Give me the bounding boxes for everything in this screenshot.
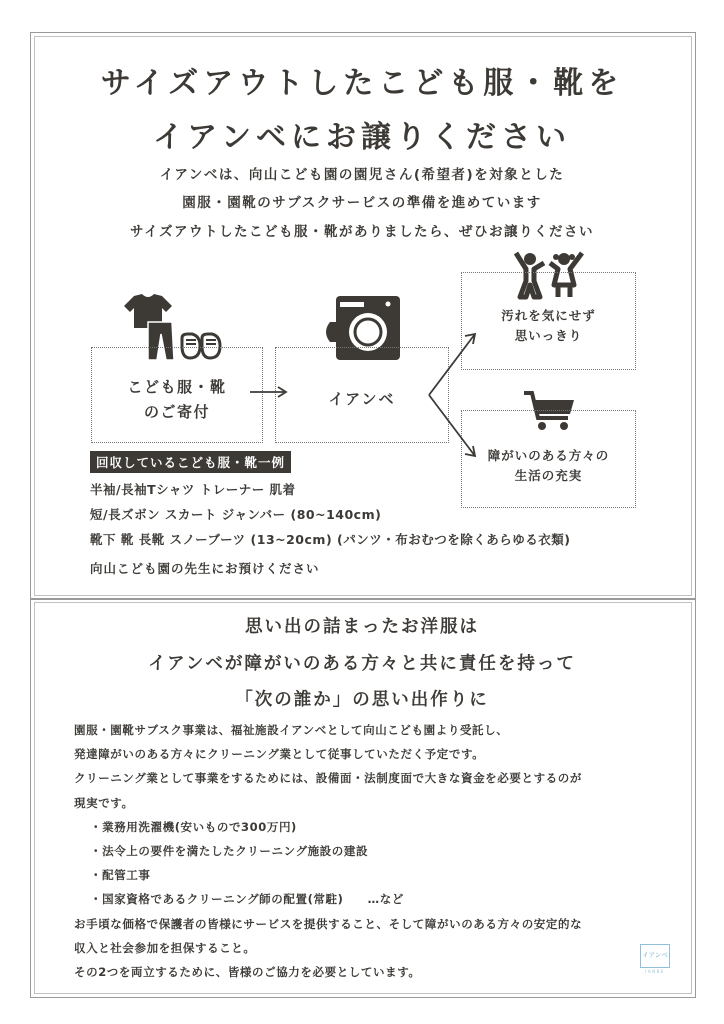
donate-label-line1: こども服・靴 (127, 378, 227, 396)
dirt-label (461, 306, 636, 346)
section2-heading1: 思い出の詰まったお洋服は (245, 617, 479, 637)
section2-body (74, 718, 674, 984)
dirt-label-line2: 思いっきり (514, 328, 583, 343)
body-line: 園服・園靴サブスク事業は、福祉施設イアンベとして向山こども園より受託し、 (74, 723, 509, 737)
intro-line2: 園服・園靴のサブスクサービスの準備を進めています (182, 195, 542, 211)
body-line: 発達障がいのある方々にクリーニング業として従事していただく予定です。 (74, 747, 485, 762)
logo-text: イアンベ (642, 951, 668, 959)
body-bullet: ・業務用洗濯機(安いもので300万円) (90, 819, 297, 834)
main-title-line2: イアンベにお譲りください (153, 120, 571, 155)
dirt-label-line1: 汚れを気にせず (501, 308, 596, 323)
donate-label (91, 375, 263, 425)
donate-label-line2: のご寄付 (143, 403, 210, 421)
life-label-line2: 生活の充実 (514, 468, 583, 483)
examples-line1: 半袖/長袖Tシャツ トレーナー 肌着 (90, 482, 296, 497)
life-label (461, 446, 636, 486)
branch-arrow-icon (425, 330, 481, 460)
body-line: お手頃な価格で保護者の皆様にサービスを提供すること、そして障がいのある方々の安定的な (74, 916, 583, 931)
body-line: 収入と社会参加を担保すること。 (74, 940, 256, 955)
main-title-line1: サイズアウトしたこども服・靴を (100, 66, 624, 101)
examples-note: 向山こども園の先生にお預けください (90, 561, 320, 576)
life-label-line1: 障がいのある方々の (487, 448, 610, 463)
body-line: クリーニング業として事業をするためには、設備面・法制度面で大きな資金を必要とするのが (74, 771, 582, 786)
intro-line3: サイズアウトしたこども服・靴がありましたら、ぜひお譲りください (130, 224, 594, 240)
examples-line2: 短/長ズボン スカート ジャンバー (80~140cm) (90, 507, 382, 522)
body-line: 現実です。 (74, 795, 134, 810)
ianbe-logo (636, 944, 674, 974)
body-bullet: ・法令上の要件を満たしたクリーニング施設の建設 (90, 843, 369, 858)
logo-subtext: IANBE (645, 969, 665, 974)
examples-tag: 回収しているこども服・靴一例 (90, 451, 291, 473)
body-bullet: ・国家資格であるクリーニング師の配置(常駐) …など (90, 892, 404, 907)
arrow-icon (250, 385, 290, 399)
examples-line3: 靴下 靴 長靴 スノーブーツ (13~20cm) (パンツ・布おむつを除くあらゆる衣類) (90, 532, 571, 547)
body-line: その2つを両立するために、皆様のご協力を必要としています。 (74, 964, 421, 979)
section2-heading2: イアンベが障がいのある方々と共に責任を持って (148, 654, 576, 674)
intro-line1: イアンベは、向山こども園の園児さん(希望者)を対象とした (159, 167, 565, 183)
ianbe-label: イアンベ (328, 390, 396, 408)
section2-heading3: 「次の誰か」の思い出作りに (235, 690, 489, 710)
body-bullet: ・配管工事 (90, 868, 151, 883)
